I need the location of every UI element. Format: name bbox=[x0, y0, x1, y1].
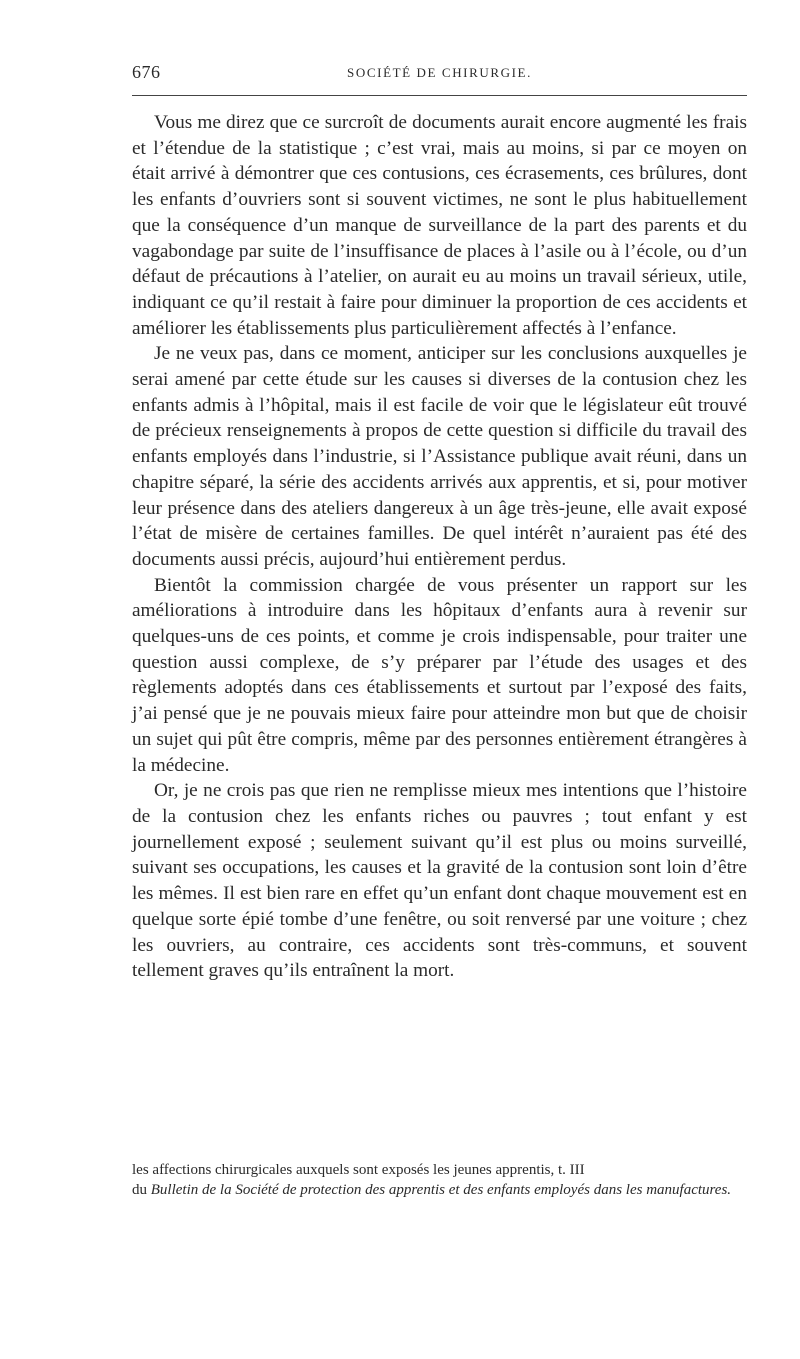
footnote-bulletin-title: Bulletin de la Société de protection des apprentis et des enfants employés dans les manufactures. bbox=[150, 1182, 732, 1198]
footnote-prefix: du bbox=[132, 1182, 151, 1198]
running-title: SOCIÉTÉ DE CHIRURGIE. bbox=[347, 65, 532, 80]
footnote bbox=[132, 1160, 747, 1200]
page-number: 676 bbox=[132, 62, 161, 82]
paragraph: Je ne veux pas, dans ce moment, anticiper sur les conclusions auxquelles je serai amené par cette étude sur les causes si diverses de la contusion chez les enfants admis à l’hôpital, mais il est facile de voir que le législateur eût trouvé de précieux renseignements à propos de cette question si difficile du travail des enfants employés dans l’industrie, si l’Assistance publique avait réuni, dans un chapitre séparé, la série des accidents arrivés aux apprentis, et si, pour motiver leur présence dans des ateliers dangereux à un âge très-jeune, elle avait exposé l’état de misère de certaines familles. De quel intérêt n’auraient pas été des documents aussi précis, aujourd’hui entièrement perdus. bbox=[132, 343, 747, 570]
footnote-line: les affections chirurgicales auxquels sont exposés les jeunes apprentis, t. III bbox=[132, 1162, 585, 1178]
paragraph: Vous me direz que ce surcroît de documents aurait encore augmenté les frais et l’étendue de la statistique ; c’est vrai, mais au moins, si par ce moyen on était arrivé à démontrer que ces contusions, ces écrasements, ces brûlures, dont les enfants d’ouvriers sont si souvent victimes, ne sont le plus habituellement que la conséquence d’un manque de surveillance de la part des parents et du vagabondage par suite de l’insuffisance de places à l’asile ou à l’école, ou d’un défaut de précautions à l’atelier, on aurait eu au moins un travail sérieux, utile, indiquant ce qu’il restait à faire pour diminuer la proportion de ces accidents et améliorer les établissements plus particulièrement affectés à l’enfance. bbox=[132, 112, 747, 339]
body-text bbox=[132, 110, 747, 984]
footnote-citation bbox=[132, 1180, 747, 1200]
header-rule bbox=[132, 95, 747, 96]
running-head bbox=[132, 62, 747, 86]
paragraph: Bientôt la commission chargée de vous présenter un rapport sur les améliorations à introduire dans les hôpitaux d’enfants aura à revenir sur quelques-uns de ces points, et comme je crois indispensable, pour traiter une question aussi complexe, de s’y préparer par l’étude des usages et des règlements adoptés dans ces établissements et surtout par l’exposé des faits, j’ai pensé que je ne pouvais mieux faire pour atteindre mon but que de choisir un sujet qui pût être compris, même par des personnes entièrement étrangères à la médecine. bbox=[132, 574, 747, 776]
paragraph: Or, je ne crois pas que rien ne remplisse mieux mes intentions que l’histoire de la contusion chez les enfants riches ou pauvres ; tout enfant y est journellement exposé ; seulement suivant qu’il est plus ou moins surveillé, suivant ses occupations, les causes et la gravité de la contusion sont loin d’être les mêmes. Il est bien rare en effet qu’un enfant dont chaque mouvement est en quelque sorte épié tombe d’une fenêtre, ou soit renversé par une voiture ; chez les ouvriers, au contraire, ces accidents sont très-communs, et souvent tellement graves qu’ils entraînent la mort. bbox=[132, 780, 747, 982]
